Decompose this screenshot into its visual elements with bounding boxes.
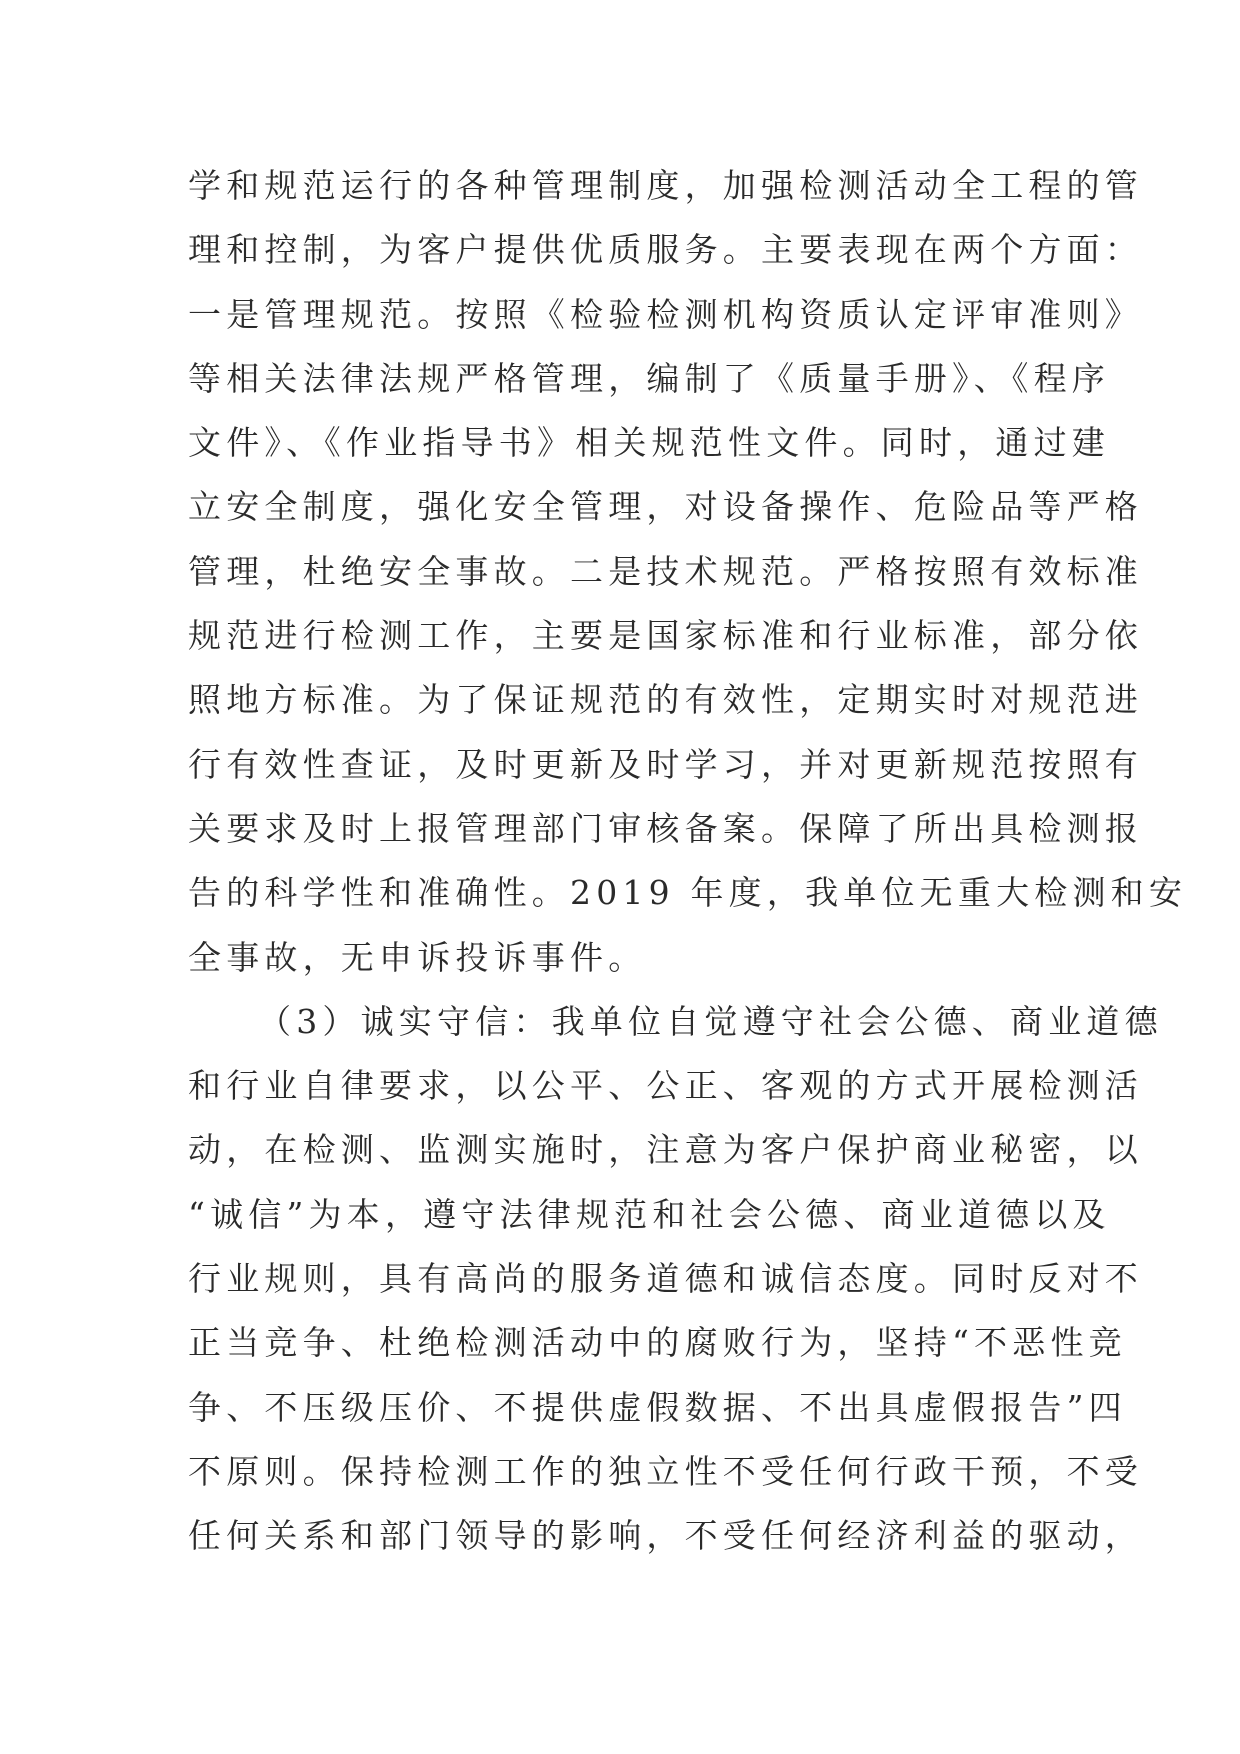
text-line: 理和控制，为客户提供优质服务。主要表现在两个方面：	[188, 230, 1143, 270]
text-line: 文件》、《作业指导书》相关规范性文件。同时，通过建	[188, 423, 1110, 463]
text-line: 立安全制度，强化安全管理，对设备操作、危险品等严格	[188, 487, 1143, 527]
body-text	[188, 154, 1188, 1569]
text-line: 一是管理规范。按照《检验检测机构资质认定评审准则》	[188, 294, 1143, 334]
text-line: 正当竞争、杜绝检测活动中的腐败行为，坚持“不恶性竞	[188, 1323, 1127, 1363]
text-line: 关要求及时上报管理部门审核备案。保障了所出具检测报	[188, 808, 1143, 848]
text-line: 和行业自律要求，以公平、公正、客观的方式开展检测活	[188, 1066, 1143, 1106]
text-line: 告的科学性和准确性。2019 年度，我单位无重大检测和安	[188, 873, 1188, 913]
text-line: 管理，杜绝安全事故。二是技术规范。严格按照有效标准	[188, 551, 1143, 591]
text-line: 争、不压级压价、不提供虚假数据、不出具虚假报告”四	[188, 1387, 1127, 1427]
text-line: 任何关系和部门领导的影响，不受任何经济利益的驱动，	[188, 1516, 1143, 1556]
text-line: 学和规范运行的各种管理制度，加强检测活动全工程的管	[188, 166, 1143, 205]
text-line: 行业规则，具有高尚的服务道德和诚信态度。同时反对不	[188, 1259, 1143, 1299]
text-line: 规范进行检测工作，主要是国家标准和行业标准，部分依	[188, 616, 1143, 656]
text-line: 动，在检测、监测实施时，注意为客户保护商业秘密，以	[188, 1130, 1143, 1170]
text-line: 照地方标准。为了保证规范的有效性，定期实时对规范进	[188, 680, 1143, 720]
text-line: 行有效性查证，及时更新及时学习，并对更新规范按照有	[188, 744, 1143, 784]
text-line: 等相关法律法规严格管理，编制了《质量手册》、《程序	[188, 358, 1110, 398]
text-line: “诚信”为本，遵守法律规范和社会公德、商业道德以及	[188, 1194, 1111, 1234]
text-line: 全事故，无申诉投诉事件。	[188, 937, 647, 977]
text-line: 不原则。保持检测工作的独立性不受任何行政干预，不受	[188, 1451, 1143, 1491]
paragraph-start-line: （3）诚实守信：我单位自觉遵守社会公德、商业道德	[258, 1001, 1163, 1041]
